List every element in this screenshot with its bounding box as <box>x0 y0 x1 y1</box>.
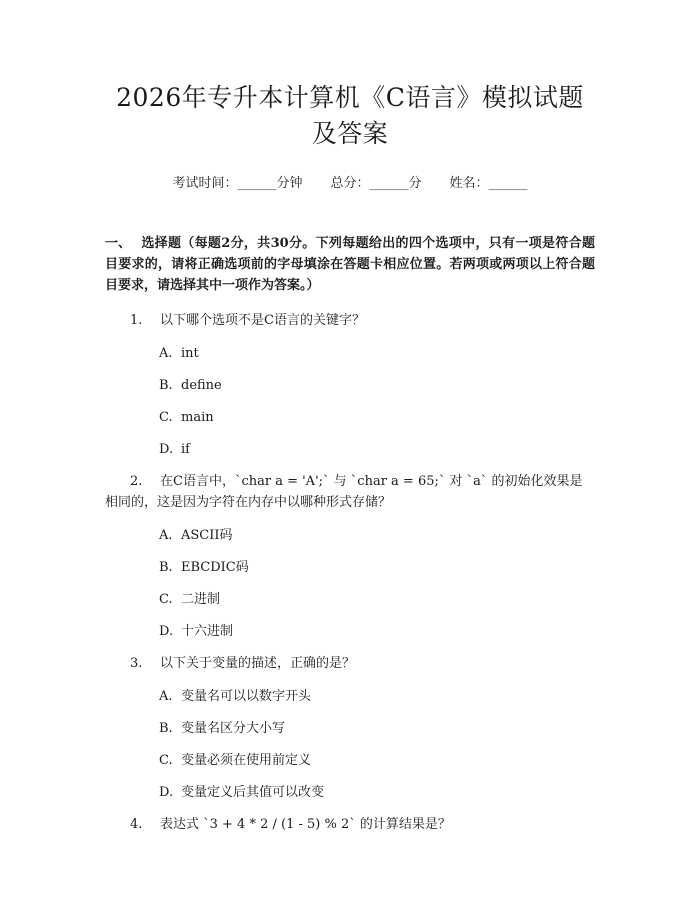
question-3-option-c <box>105 752 595 770</box>
question-2-option-c <box>105 591 595 609</box>
option-text: 二进制 <box>181 592 221 607</box>
option-text: EBCDIC码 <box>181 560 249 575</box>
option-text: ASCII码 <box>181 528 233 543</box>
question-3-option-a <box>105 688 595 706</box>
question-number: 2. <box>130 474 143 489</box>
question-1-option-b <box>105 377 595 395</box>
total-score-field: 总分：______分 <box>330 176 422 191</box>
question-number: 1. <box>130 313 143 328</box>
option-letter: C. <box>159 753 173 768</box>
question-text: 表达式 `3 + 4 * 2 / (1 - 5) % 2` 的计算结果是？ <box>160 817 451 832</box>
question-3-option-d <box>105 784 595 802</box>
option-text: 十六进制 <box>181 624 234 639</box>
question-2-option-b <box>105 559 595 577</box>
option-letter: C. <box>159 592 173 607</box>
question-3 <box>105 653 595 674</box>
option-letter: C. <box>159 410 173 425</box>
option-letter: A. <box>159 689 173 704</box>
option-letter: D. <box>159 442 174 457</box>
section-number: 一、 <box>105 236 132 251</box>
section-instructions: 选择题（每题2分，共30分。下列每题给出的四个选项中，只有一项是符合题目要求的，请将正确选项前的字母填涂在答题卡相应位置。若两项或两项以上符合题目要求，请选择其中一项作为答案。） <box>105 236 595 293</box>
option-text: 变量必须在使用前定义 <box>181 753 312 768</box>
option-text: define <box>181 378 222 393</box>
question-number: 4. <box>130 817 143 832</box>
option-letter: B. <box>159 721 173 736</box>
question-text: 以下关于变量的描述，正确的是？ <box>160 656 356 671</box>
question-1-option-a <box>105 345 595 363</box>
option-letter: A. <box>159 346 173 361</box>
question-number: 3. <box>130 656 143 671</box>
option-text: if <box>181 442 190 457</box>
option-letter: B. <box>159 560 173 575</box>
question-text: 以下哪个选项不是C语言的关键字？ <box>160 313 365 328</box>
exam-time-field: 考试时间：______分钟 <box>172 176 303 191</box>
question-1-option-d <box>105 441 595 459</box>
question-4 <box>105 814 595 835</box>
question-2-option-d <box>105 623 595 641</box>
option-text: main <box>181 410 214 425</box>
option-letter: B. <box>159 378 173 393</box>
name-field: 姓名：______ <box>449 176 528 191</box>
option-text: 变量定义后其值可以改变 <box>181 785 325 800</box>
question-1-option-c <box>105 409 595 427</box>
question-2 <box>105 471 595 513</box>
option-text: 变量名区分大小写 <box>181 721 286 736</box>
option-letter: A. <box>159 528 173 543</box>
question-2-option-a <box>105 527 595 545</box>
option-letter: D. <box>159 785 174 800</box>
section-heading-multiple-choice <box>105 233 595 296</box>
question-text: 在C语言中，`char a = 'A';` 与 `char a = 65;` 对 `a` 的初始化效果是相同的，这是因为字符在内存中以哪种形式存储？ <box>105 474 583 510</box>
option-letter: D. <box>159 624 174 639</box>
exam-info-line <box>105 175 595 193</box>
question-1 <box>105 310 595 331</box>
question-3-option-b <box>105 720 595 738</box>
page-title: 2026年专升本计算机《C语言》模拟试题及答案 <box>116 83 584 148</box>
option-text: int <box>181 346 199 361</box>
option-text: 变量名可以以数字开头 <box>181 689 312 704</box>
